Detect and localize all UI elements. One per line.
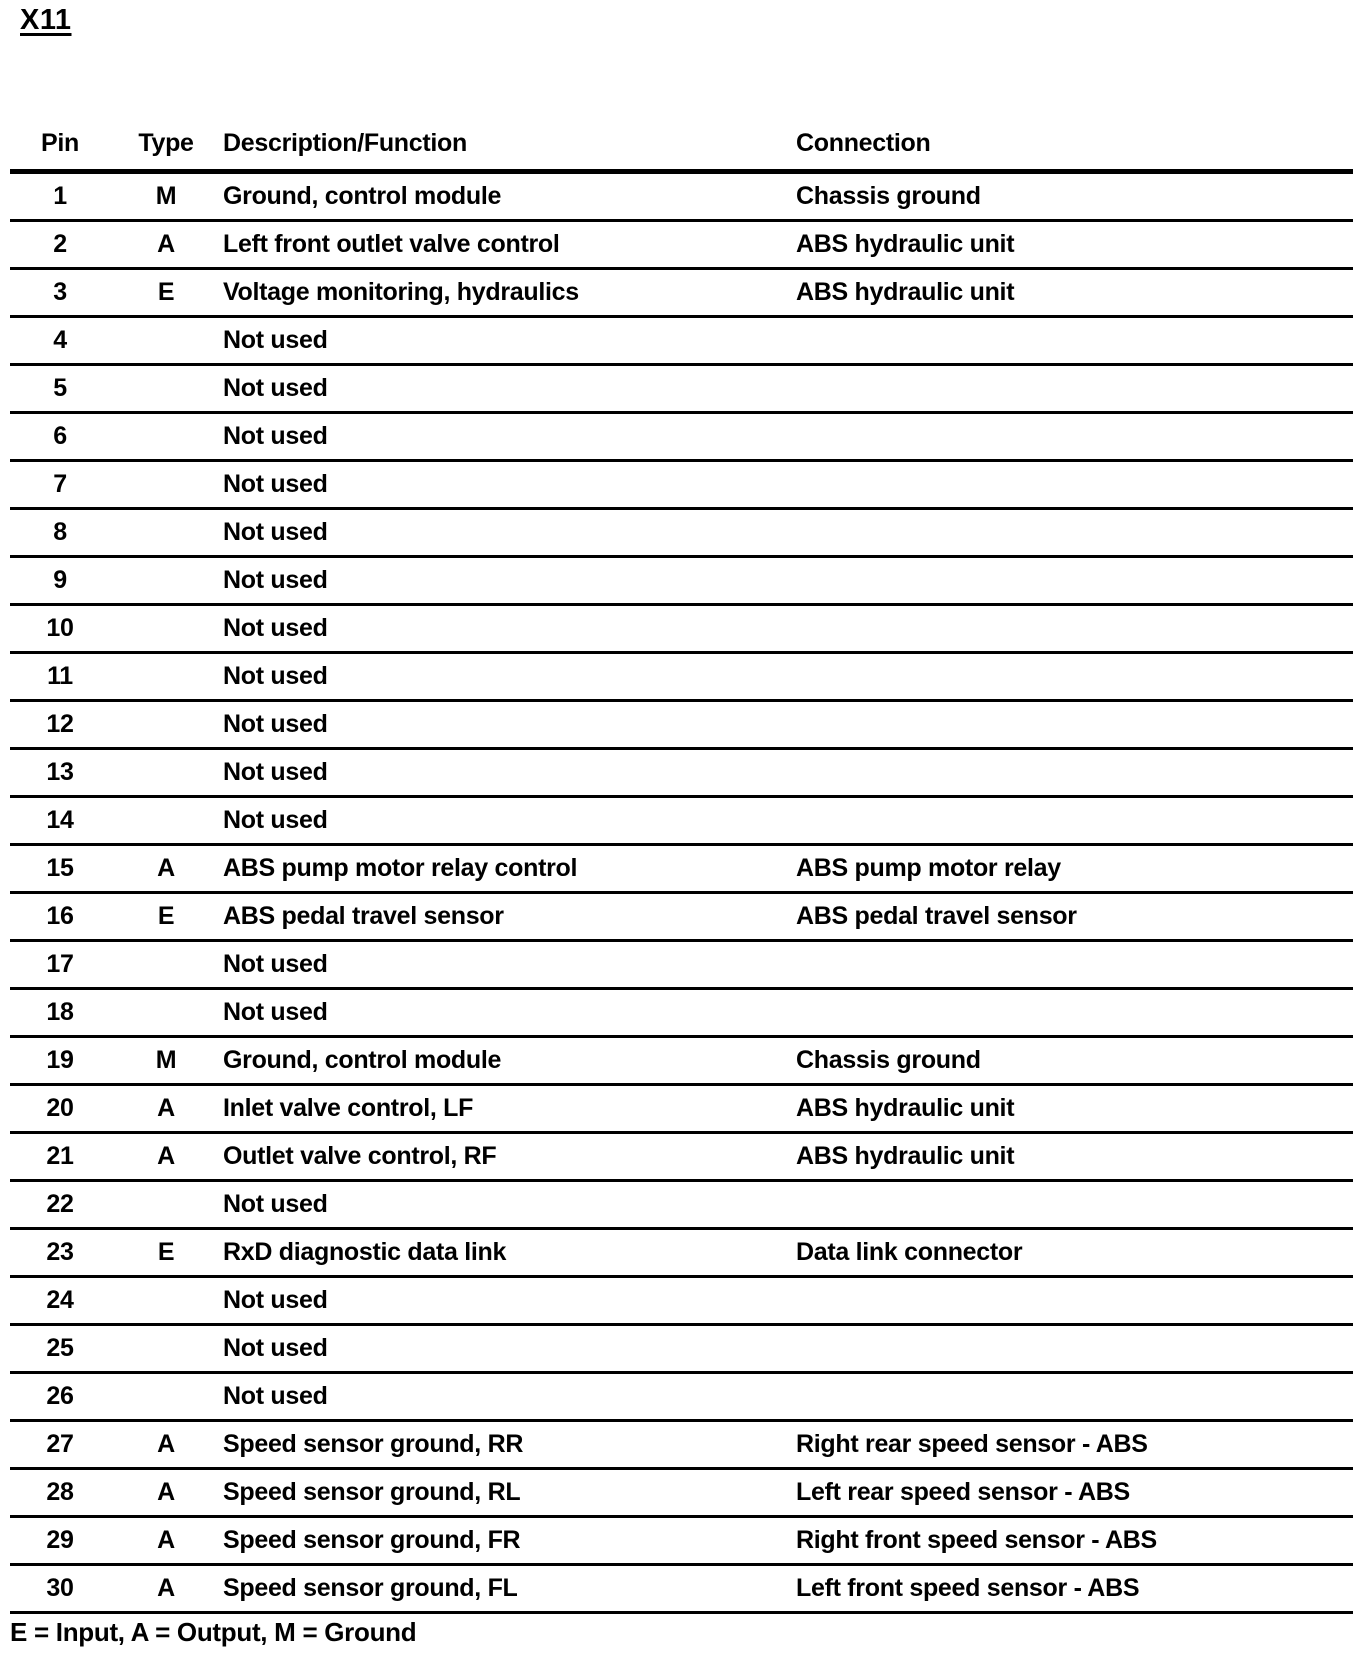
header-pin: Pin: [41, 129, 79, 157]
description-cell: Speed sensor ground, RR: [223, 1430, 524, 1458]
connection-cell: [796, 942, 1346, 987]
description-cell: Left front outlet valve control: [223, 230, 560, 258]
description-cell: Not used: [223, 710, 328, 738]
type-cell: A: [157, 1142, 175, 1170]
table-row: [10, 366, 1353, 414]
type-cell: [118, 1278, 214, 1323]
type-cell: [118, 1326, 214, 1371]
table-row: [10, 558, 1353, 606]
pin-cell: 18: [46, 998, 74, 1026]
table-row: [10, 1326, 1353, 1374]
connection-cell: ABS pump motor relay: [796, 854, 1061, 882]
description-cell: Speed sensor ground, RL: [223, 1478, 521, 1506]
table-row: [10, 318, 1353, 366]
pin-cell: 10: [46, 614, 74, 642]
pin-cell: 29: [46, 1526, 74, 1554]
description-cell: Not used: [223, 326, 328, 354]
table-row: [10, 702, 1353, 750]
connection-cell: [796, 606, 1346, 651]
pin-cell: 25: [46, 1334, 74, 1362]
table-row: [10, 1086, 1353, 1134]
pin-cell: 6: [53, 422, 67, 450]
description-cell: Not used: [223, 374, 328, 402]
table-row: [10, 222, 1353, 270]
description-cell: Not used: [223, 1334, 328, 1362]
description-cell: Not used: [223, 662, 328, 690]
pin-cell: 15: [46, 854, 74, 882]
pin-cell: 4: [53, 326, 67, 354]
pin-cell: 11: [47, 662, 73, 690]
connection-cell: Right rear speed sensor - ABS: [796, 1430, 1148, 1458]
connection-cell: [796, 414, 1346, 459]
type-cell: [118, 702, 214, 747]
pin-cell: 26: [46, 1382, 74, 1410]
type-cell: [118, 558, 214, 603]
pin-cell: 7: [53, 470, 67, 498]
pin-cell: 14: [46, 806, 74, 834]
description-cell: Not used: [223, 470, 328, 498]
connection-cell: [796, 990, 1346, 1035]
type-cell: [118, 654, 214, 699]
table-row: [10, 1518, 1353, 1566]
type-cell: [118, 366, 214, 411]
description-cell: Not used: [223, 1382, 328, 1410]
type-cell: [118, 462, 214, 507]
table-row: [10, 1566, 1353, 1614]
connection-cell: [796, 1326, 1346, 1371]
table-row: [10, 942, 1353, 990]
table-row: [10, 798, 1353, 846]
description-cell: Outlet valve control, RF: [223, 1142, 497, 1170]
description-cell: Not used: [223, 566, 328, 594]
connection-cell: [796, 1182, 1346, 1227]
pin-cell: 19: [46, 1046, 74, 1074]
type-cell: E: [157, 278, 175, 306]
type-cell: [118, 750, 214, 795]
type-cell: A: [157, 1478, 175, 1506]
table-row: [10, 1374, 1353, 1422]
table-row: [10, 510, 1353, 558]
connection-cell: Chassis ground: [796, 1046, 981, 1074]
pin-cell: 1: [53, 182, 67, 210]
header-description: Description/Function: [223, 129, 468, 157]
pin-cell: 30: [46, 1574, 74, 1602]
description-cell: Not used: [223, 518, 328, 546]
table-row: [10, 1422, 1353, 1470]
type-cell: [118, 318, 214, 363]
table-row: [10, 1134, 1353, 1182]
connection-cell: [796, 750, 1346, 795]
table-row: [10, 1182, 1353, 1230]
table-row: [10, 606, 1353, 654]
table-row: [10, 462, 1353, 510]
description-cell: Speed sensor ground, FR: [223, 1526, 521, 1554]
pin-cell: 17: [46, 950, 74, 978]
connection-cell: ABS pedal travel sensor: [796, 902, 1077, 930]
type-cell: M: [155, 1046, 177, 1074]
description-cell: ABS pedal travel sensor: [223, 902, 504, 930]
connection-cell: [796, 318, 1346, 363]
connection-cell: [796, 1278, 1346, 1323]
description-cell: Not used: [223, 614, 328, 642]
type-cell: E: [157, 902, 175, 930]
pin-cell: 3: [53, 278, 67, 306]
pin-cell: 28: [46, 1478, 74, 1506]
table-row: [10, 174, 1353, 222]
description-cell: Not used: [223, 806, 328, 834]
description-cell: Not used: [223, 998, 328, 1026]
description-cell: Ground, control module: [223, 1046, 502, 1074]
connection-cell: Right front speed sensor - ABS: [796, 1526, 1157, 1554]
type-legend: E = Input, A = Output, M = Ground: [10, 1617, 417, 1647]
table-row: [10, 654, 1353, 702]
table-row: [10, 846, 1353, 894]
type-cell: [118, 414, 214, 459]
connection-cell: [796, 1374, 1346, 1419]
type-cell: [118, 798, 214, 843]
pin-cell: 8: [53, 518, 67, 546]
pin-cell: 27: [46, 1430, 74, 1458]
type-cell: [118, 990, 214, 1035]
description-cell: Not used: [223, 422, 328, 450]
table-header-row: [10, 118, 1353, 174]
connection-cell: ABS hydraulic unit: [796, 1142, 1015, 1170]
type-cell: A: [157, 854, 175, 882]
type-cell: [118, 510, 214, 555]
type-cell: A: [157, 1430, 175, 1458]
connection-cell: [796, 462, 1346, 507]
description-cell: Ground, control module: [223, 182, 502, 210]
description-cell: ABS pump motor relay control: [223, 854, 578, 882]
connection-cell: [796, 510, 1346, 555]
pin-cell: 21: [46, 1142, 74, 1170]
pin-cell: 16: [46, 902, 74, 930]
connection-cell: [796, 654, 1346, 699]
table-row: [10, 1470, 1353, 1518]
pin-cell: 20: [46, 1094, 74, 1122]
description-cell: Voltage monitoring, hydraulics: [223, 278, 579, 306]
connection-cell: [796, 702, 1346, 747]
pin-cell: 9: [53, 566, 67, 594]
table-row: [10, 990, 1353, 1038]
type-cell: [118, 1374, 214, 1419]
header-connection: Connection: [796, 129, 931, 157]
table-row: [10, 1230, 1353, 1278]
connection-cell: [796, 558, 1346, 603]
header-type: Type: [138, 129, 194, 157]
pin-cell: 12: [46, 710, 74, 738]
table-row: [10, 894, 1353, 942]
type-cell: [118, 606, 214, 651]
type-cell: [118, 942, 214, 987]
pin-cell: 2: [53, 230, 67, 258]
table-row: [10, 414, 1353, 462]
connection-cell: [796, 366, 1346, 411]
connection-cell: Chassis ground: [796, 182, 981, 210]
connection-cell: ABS hydraulic unit: [796, 230, 1015, 258]
table-body: [10, 174, 1353, 1614]
description-cell: Inlet valve control, LF: [223, 1094, 474, 1122]
pin-cell: 24: [46, 1286, 74, 1314]
description-cell: Not used: [223, 1286, 328, 1314]
type-cell: E: [157, 1238, 175, 1266]
connection-cell: ABS hydraulic unit: [796, 1094, 1015, 1122]
type-cell: A: [157, 1094, 175, 1122]
description-cell: Speed sensor ground, FL: [223, 1574, 518, 1602]
description-cell: Not used: [223, 758, 328, 786]
type-cell: A: [157, 1526, 175, 1554]
connection-cell: Data link connector: [796, 1238, 1023, 1266]
type-cell: [118, 1182, 214, 1227]
type-cell: A: [157, 1574, 175, 1602]
description-cell: Not used: [223, 950, 328, 978]
connection-cell: ABS hydraulic unit: [796, 278, 1015, 306]
table-row: [10, 270, 1353, 318]
connection-cell: Left rear speed sensor - ABS: [796, 1478, 1130, 1506]
pin-cell: 13: [46, 758, 74, 786]
pin-table: [10, 118, 1353, 1614]
type-cell: M: [155, 182, 177, 210]
type-cell: A: [157, 230, 175, 258]
description-cell: Not used: [223, 1190, 328, 1218]
pin-cell: 23: [46, 1238, 74, 1266]
table-row: [10, 1278, 1353, 1326]
table-row: [10, 1038, 1353, 1086]
description-cell: RxD diagnostic data link: [223, 1238, 507, 1266]
connection-cell: Left front speed sensor - ABS: [796, 1574, 1140, 1602]
pin-cell: 5: [53, 374, 67, 402]
connection-cell: [796, 798, 1346, 843]
table-row: [10, 750, 1353, 798]
pin-cell: 22: [46, 1190, 74, 1218]
page-title: X11: [20, 4, 72, 36]
